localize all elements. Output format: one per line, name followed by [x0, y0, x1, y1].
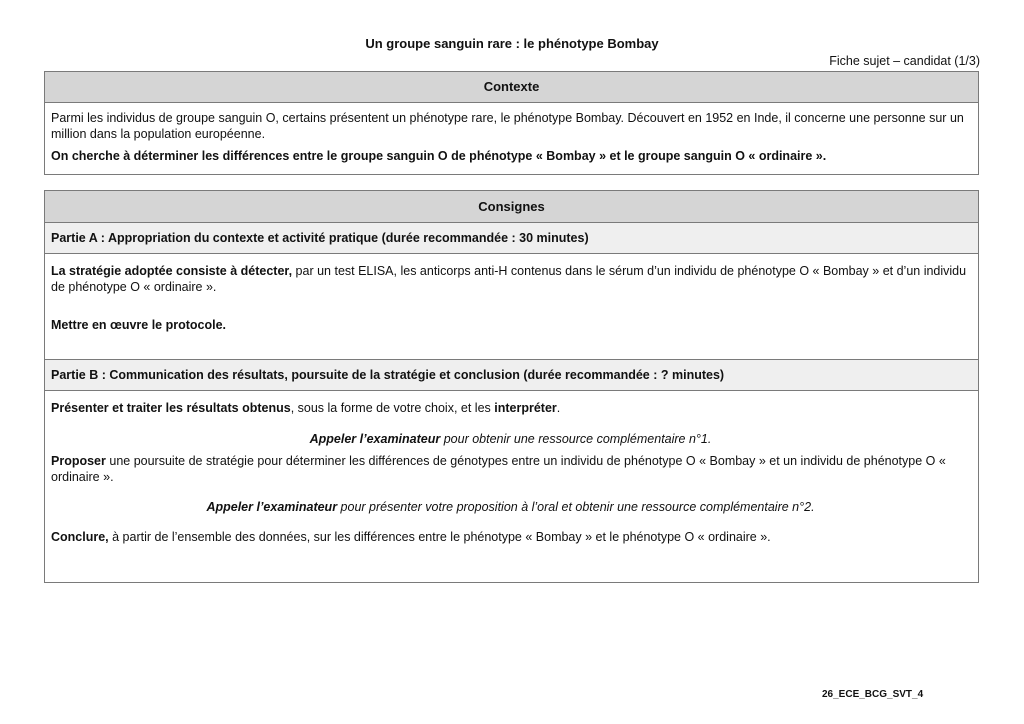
partie-a-body — [45, 254, 978, 359]
fiche-label: Fiche sujet – candidat (1/3) — [829, 54, 980, 68]
contexte-paragraph: Parmi les individus de groupe sanguin O, certains présentent un phénotype rare, le phénotype Bombay. Découvert en 1952 en Inde, il concerne une personne sur un million dans la population européenne. — [51, 111, 964, 141]
document-title: Un groupe sanguin rare : le phénotype Bombay — [365, 36, 659, 51]
call-examiner-1: Appeler l’examinateur pour obtenir une ressource complémentaire n°1. — [309, 432, 712, 446]
contexte-heading: Contexte — [45, 72, 978, 103]
partie-a-instruction: Mettre en œuvre le protocole. — [51, 318, 227, 332]
contexte-objective: On cherche à déterminer les différences entre le groupe sanguin O de phénotype « Bombay » et le groupe sanguin O « ordinaire ». — [51, 149, 827, 163]
contexte-section — [44, 71, 979, 175]
call-examiner-2: Appeler l’examinateur pour présenter votre proposition à l’oral et obtenir une ressource complémentaire n°2. — [206, 500, 815, 514]
document-code: 26_ECE_BCG_SVT_4 — [822, 689, 924, 700]
partie-b-body — [45, 391, 978, 545]
partie-a-strategy: La stratégie adoptée consiste à détecter, par un test ELISA, les anticorps anti-H contenus dans le sérum d’un individu de phénotype O « Bombay » et d’un individu de phénotype O « ordinaire ». — [51, 264, 967, 294]
partie-b-propose: Proposer une poursuite de stratégie pour déterminer les différences de génotypes entre un individu de phénotype O « Bombay » et un individu de phénotype O « ordinaire ». — [51, 454, 946, 484]
consignes-section — [44, 190, 979, 583]
partie-b-present: Présenter et traiter les résultats obtenus, sous la forme de votre choix, et les interpréter. — [51, 401, 561, 415]
consignes-heading: Consignes — [45, 191, 978, 223]
partie-b-conclude: Conclure, à partir de l’ensemble des données, sur les différences entre le phénotype « Bombay » et le phénotype O « ordinaire ». — [51, 530, 771, 544]
partie-a-title: Partie A : Appropriation du contexte et activité pratique (durée recommandée : 30 minutes) — [45, 223, 978, 254]
partie-b-title: Partie B : Communication des résultats, poursuite de la stratégie et conclusion (durée recommandée : ? minutes) — [45, 359, 978, 391]
